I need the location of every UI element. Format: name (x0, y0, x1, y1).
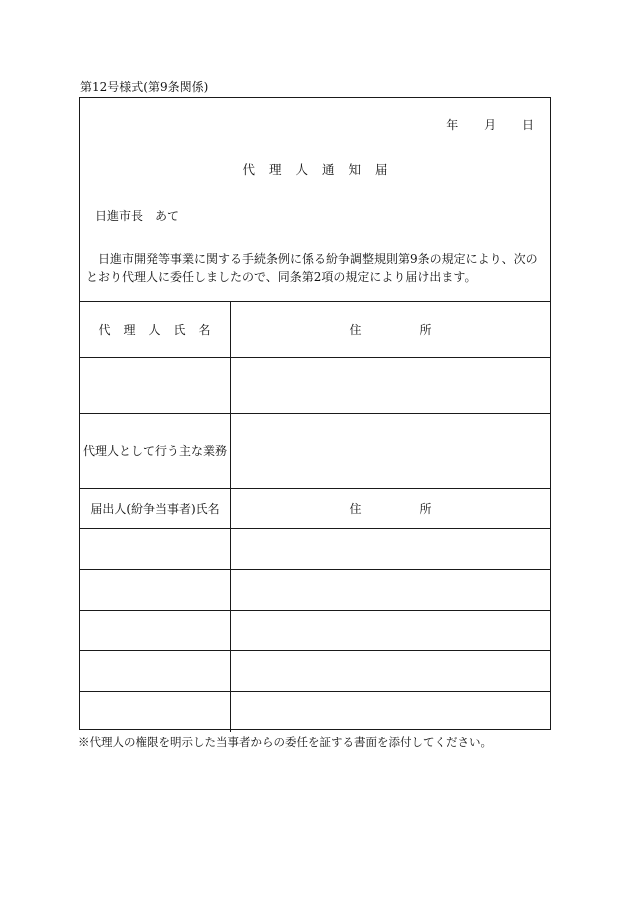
agent-address-header-char-2: 所 (419, 322, 432, 337)
notifier-row (80, 611, 550, 651)
agent-address-header-char-1: 住 (349, 322, 362, 337)
notifier-row (80, 651, 550, 692)
date-month-unit: 月 (484, 118, 497, 132)
agent-address-field[interactable] (231, 358, 551, 414)
agent-name-field[interactable] (80, 358, 231, 414)
notifier-address-field[interactable] (231, 611, 551, 651)
form-frame (79, 97, 551, 730)
notifier-address-field[interactable] (231, 692, 551, 732)
agent-duties-row (80, 414, 550, 489)
agent-entry-row (80, 358, 550, 414)
agent-header-row (80, 302, 550, 358)
date-line (446, 117, 534, 133)
agent-duties-label: 代理人として行う主な業務 (80, 414, 231, 489)
notifier-name-field[interactable] (80, 611, 231, 651)
notifier-name-field[interactable] (80, 529, 231, 570)
agent-address-header (231, 302, 551, 358)
notifier-name-field[interactable] (80, 651, 231, 692)
addressee: 日進市長 あて (95, 209, 180, 223)
date-year-unit: 年 (446, 118, 459, 132)
form-table (80, 301, 550, 732)
notifier-row (80, 529, 550, 570)
notifier-header-row (80, 489, 550, 529)
notifier-name-field[interactable] (80, 692, 231, 732)
notifier-address-header-char-1: 住 (349, 501, 362, 516)
agent-name-header-label: 代理人氏名 (98, 322, 224, 337)
form-number: 第12号様式(第9条関係) (80, 80, 209, 94)
notifier-address-field[interactable] (231, 529, 551, 570)
notifier-name-field[interactable] (80, 570, 231, 611)
agent-duties-field[interactable] (231, 414, 551, 489)
body-text: 日進市開発等事業に関する手続条例に係る紛争調整規則第9条の規定により、次のとおり代理人に委任しましたので、同条第2項の規定により届け出ます。 (86, 252, 538, 284)
notifier-address-field[interactable] (231, 570, 551, 611)
date-day-unit: 日 (521, 118, 534, 132)
notifier-address-field[interactable] (231, 651, 551, 692)
footnote: ※代理人の権限を明示した当事者からの委任を証する書面を添付してください。 (78, 735, 492, 749)
form-title: 代理人通知届 (242, 162, 402, 177)
agent-name-header (80, 302, 231, 358)
notifier-row (80, 692, 550, 732)
notifier-row (80, 570, 550, 611)
notifier-address-header-char-2: 所 (419, 501, 432, 516)
notifier-name-header: 届出人(紛争当事者)氏名 (80, 489, 231, 529)
notifier-address-header (231, 489, 551, 529)
